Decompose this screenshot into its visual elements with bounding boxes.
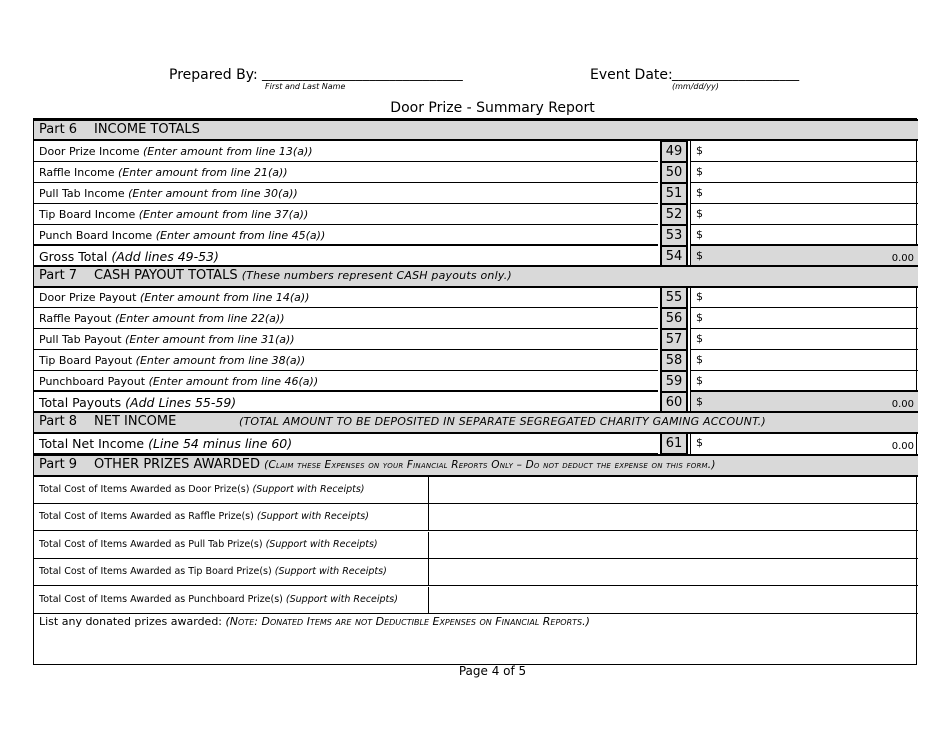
line-number: 53 (660, 225, 688, 246)
part9-row-door-prize (34, 477, 918, 504)
part9-row-tip-board (34, 559, 918, 586)
event-date-field[interactable]: ___________________ (672, 67, 800, 82)
part6-row-51 (34, 183, 918, 204)
part6-header (34, 119, 918, 141)
line-number: 60 (660, 392, 688, 413)
amount-field[interactable]: $ (690, 183, 918, 204)
row-label: Total Cost of Items Awarded as Door Prize(s) (Support with Receipts) (34, 477, 429, 503)
part8-title: NET INCOME (94, 414, 177, 429)
part8-note: (TOTAL AMOUNT TO BE DEPOSITED IN SEPARATE SEGREGATED CHARITY GAMING ACCOUNT.) (239, 415, 766, 428)
amount-field[interactable]: $ (690, 308, 918, 329)
part6-row-50 (34, 162, 918, 183)
amount-field[interactable] (430, 587, 918, 613)
summary-form (33, 118, 917, 665)
row-label: Door Prize Payout (Enter amount from line 14(a)) (34, 287, 658, 308)
page-title: Door Prize - Summary Report (390, 100, 595, 116)
donated-prizes-note: (Note: Donated Items are not Deductible Expenses on Financial Reports.) (225, 615, 590, 628)
part7-row-58 (34, 350, 918, 371)
line-number: 61 (660, 433, 688, 454)
donated-prizes-label: List any donated prizes awarded: (39, 615, 223, 628)
part9-title: OTHER PRIZES AWARDED (94, 457, 261, 472)
row-label: Punchboard Payout (Enter amount from line 46(a)) (34, 371, 658, 392)
part6-tag: Part 6 (39, 122, 78, 137)
part9-row-raffle (34, 504, 918, 531)
part7-title: CASH PAYOUT TOTALS (94, 268, 238, 283)
part9-row-pull-tab (34, 532, 918, 559)
amount-field[interactable]: $ (690, 162, 918, 183)
part7-row-57 (34, 329, 918, 350)
part6-row-53 (34, 225, 918, 246)
amount-field[interactable]: $ (690, 287, 918, 308)
row-label: Gross Total (Add lines 49-53) (34, 246, 658, 267)
amount-field[interactable] (430, 477, 918, 503)
prepared-by-label: Prepared By: (169, 67, 258, 83)
prepared-by-sublabel: First and Last Name (265, 82, 346, 91)
part7-row-55 (34, 287, 918, 308)
part9-tag: Part 9 (39, 457, 78, 472)
amount-field[interactable]: $ (690, 225, 918, 246)
part9-note: (Claim these Expenses on your Financial Reports Only – Do not deduct the expense on this form.) (264, 459, 716, 471)
row-label: Punch Board Income (Enter amount from line 45(a)) (34, 225, 658, 246)
part8-tag: Part 8 (39, 414, 78, 429)
amount-field[interactable] (430, 559, 918, 585)
prepared-by-field[interactable]: ______________________________ (262, 67, 463, 82)
part6-title: INCOME TOTALS (94, 122, 200, 137)
row-label: Pull Tab Payout (Enter amount from line 31(a)) (34, 329, 658, 350)
part9-row-punchboard (34, 587, 918, 614)
line-number: 56 (660, 308, 688, 329)
line-number: 55 (660, 287, 688, 308)
line-number: 50 (660, 162, 688, 183)
part7-header (34, 265, 918, 288)
row-label: Total Cost of Items Awarded as Raffle Prize(s) (Support with Receipts) (34, 504, 429, 530)
net-income-field: $ 0.00 (690, 433, 918, 454)
amount-field[interactable]: $ (690, 350, 918, 371)
row-label: Tip Board Income (Enter amount from line 37(a)) (34, 204, 658, 225)
part8-header (34, 411, 918, 434)
row-label: Total Net Income (Line 54 minus line 60) (34, 433, 658, 454)
amount-field[interactable]: $ (690, 204, 918, 225)
row-label: Raffle Income (Enter amount from line 21(a)) (34, 162, 658, 183)
row-label: Total Cost of Items Awarded as Pull Tab Prize(s) (Support with Receipts) (34, 532, 429, 558)
line-number: 52 (660, 204, 688, 225)
row-label: Door Prize Income (Enter amount from line 13(a)) (34, 141, 658, 162)
row-label: Raffle Payout (Enter amount from line 22(a)) (34, 308, 658, 329)
event-date-label: Event Date: (590, 67, 673, 83)
part7-row-56 (34, 308, 918, 329)
row-label: Tip Board Payout (Enter amount from line 38(a)) (34, 350, 658, 371)
line-number: 54 (660, 246, 688, 267)
row-label: Pull Tab Income (Enter amount from line 30(a)) (34, 183, 658, 204)
event-date-sublabel: (mm/dd/yy) (672, 82, 719, 91)
part7-tag: Part 7 (39, 268, 78, 283)
amount-field[interactable] (430, 504, 918, 530)
page-number: Page 4 of 5 (458, 664, 527, 678)
part7-row-59 (34, 371, 918, 392)
part6-row-52 (34, 204, 918, 225)
total-payouts-field: $ 0.00 (690, 392, 918, 413)
line-number: 58 (660, 350, 688, 371)
gross-total-value: 0.00 (891, 253, 914, 264)
amount-field[interactable]: $ (690, 371, 918, 392)
total-payouts-value: 0.00 (891, 399, 914, 410)
part9-header (34, 454, 918, 477)
amount-field[interactable]: $ (690, 141, 918, 162)
amount-field[interactable]: $ (690, 329, 918, 350)
gross-total-field: $ 0.00 (690, 246, 918, 267)
donated-prizes-field[interactable] (34, 615, 923, 628)
line-number: 59 (660, 371, 688, 392)
row-label: Total Cost of Items Awarded as Punchboard Prize(s) (Support with Receipts) (34, 587, 429, 613)
line-number: 57 (660, 329, 688, 350)
amount-field[interactable] (430, 532, 918, 558)
part7-note: (These numbers represent CASH payouts only.) (241, 269, 512, 282)
row-label: Total Payouts (Add Lines 55-59) (34, 392, 658, 413)
part8-net-income-row (34, 433, 918, 454)
part7-total-payouts-row (34, 392, 918, 413)
line-number: 49 (660, 141, 688, 162)
line-number: 51 (660, 183, 688, 204)
net-income-value: 0.00 (891, 441, 914, 452)
part6-row-49 (34, 141, 918, 162)
row-label: Total Cost of Items Awarded as Tip Board Prize(s) (Support with Receipts) (34, 559, 429, 585)
part6-gross-total-row (34, 246, 918, 267)
